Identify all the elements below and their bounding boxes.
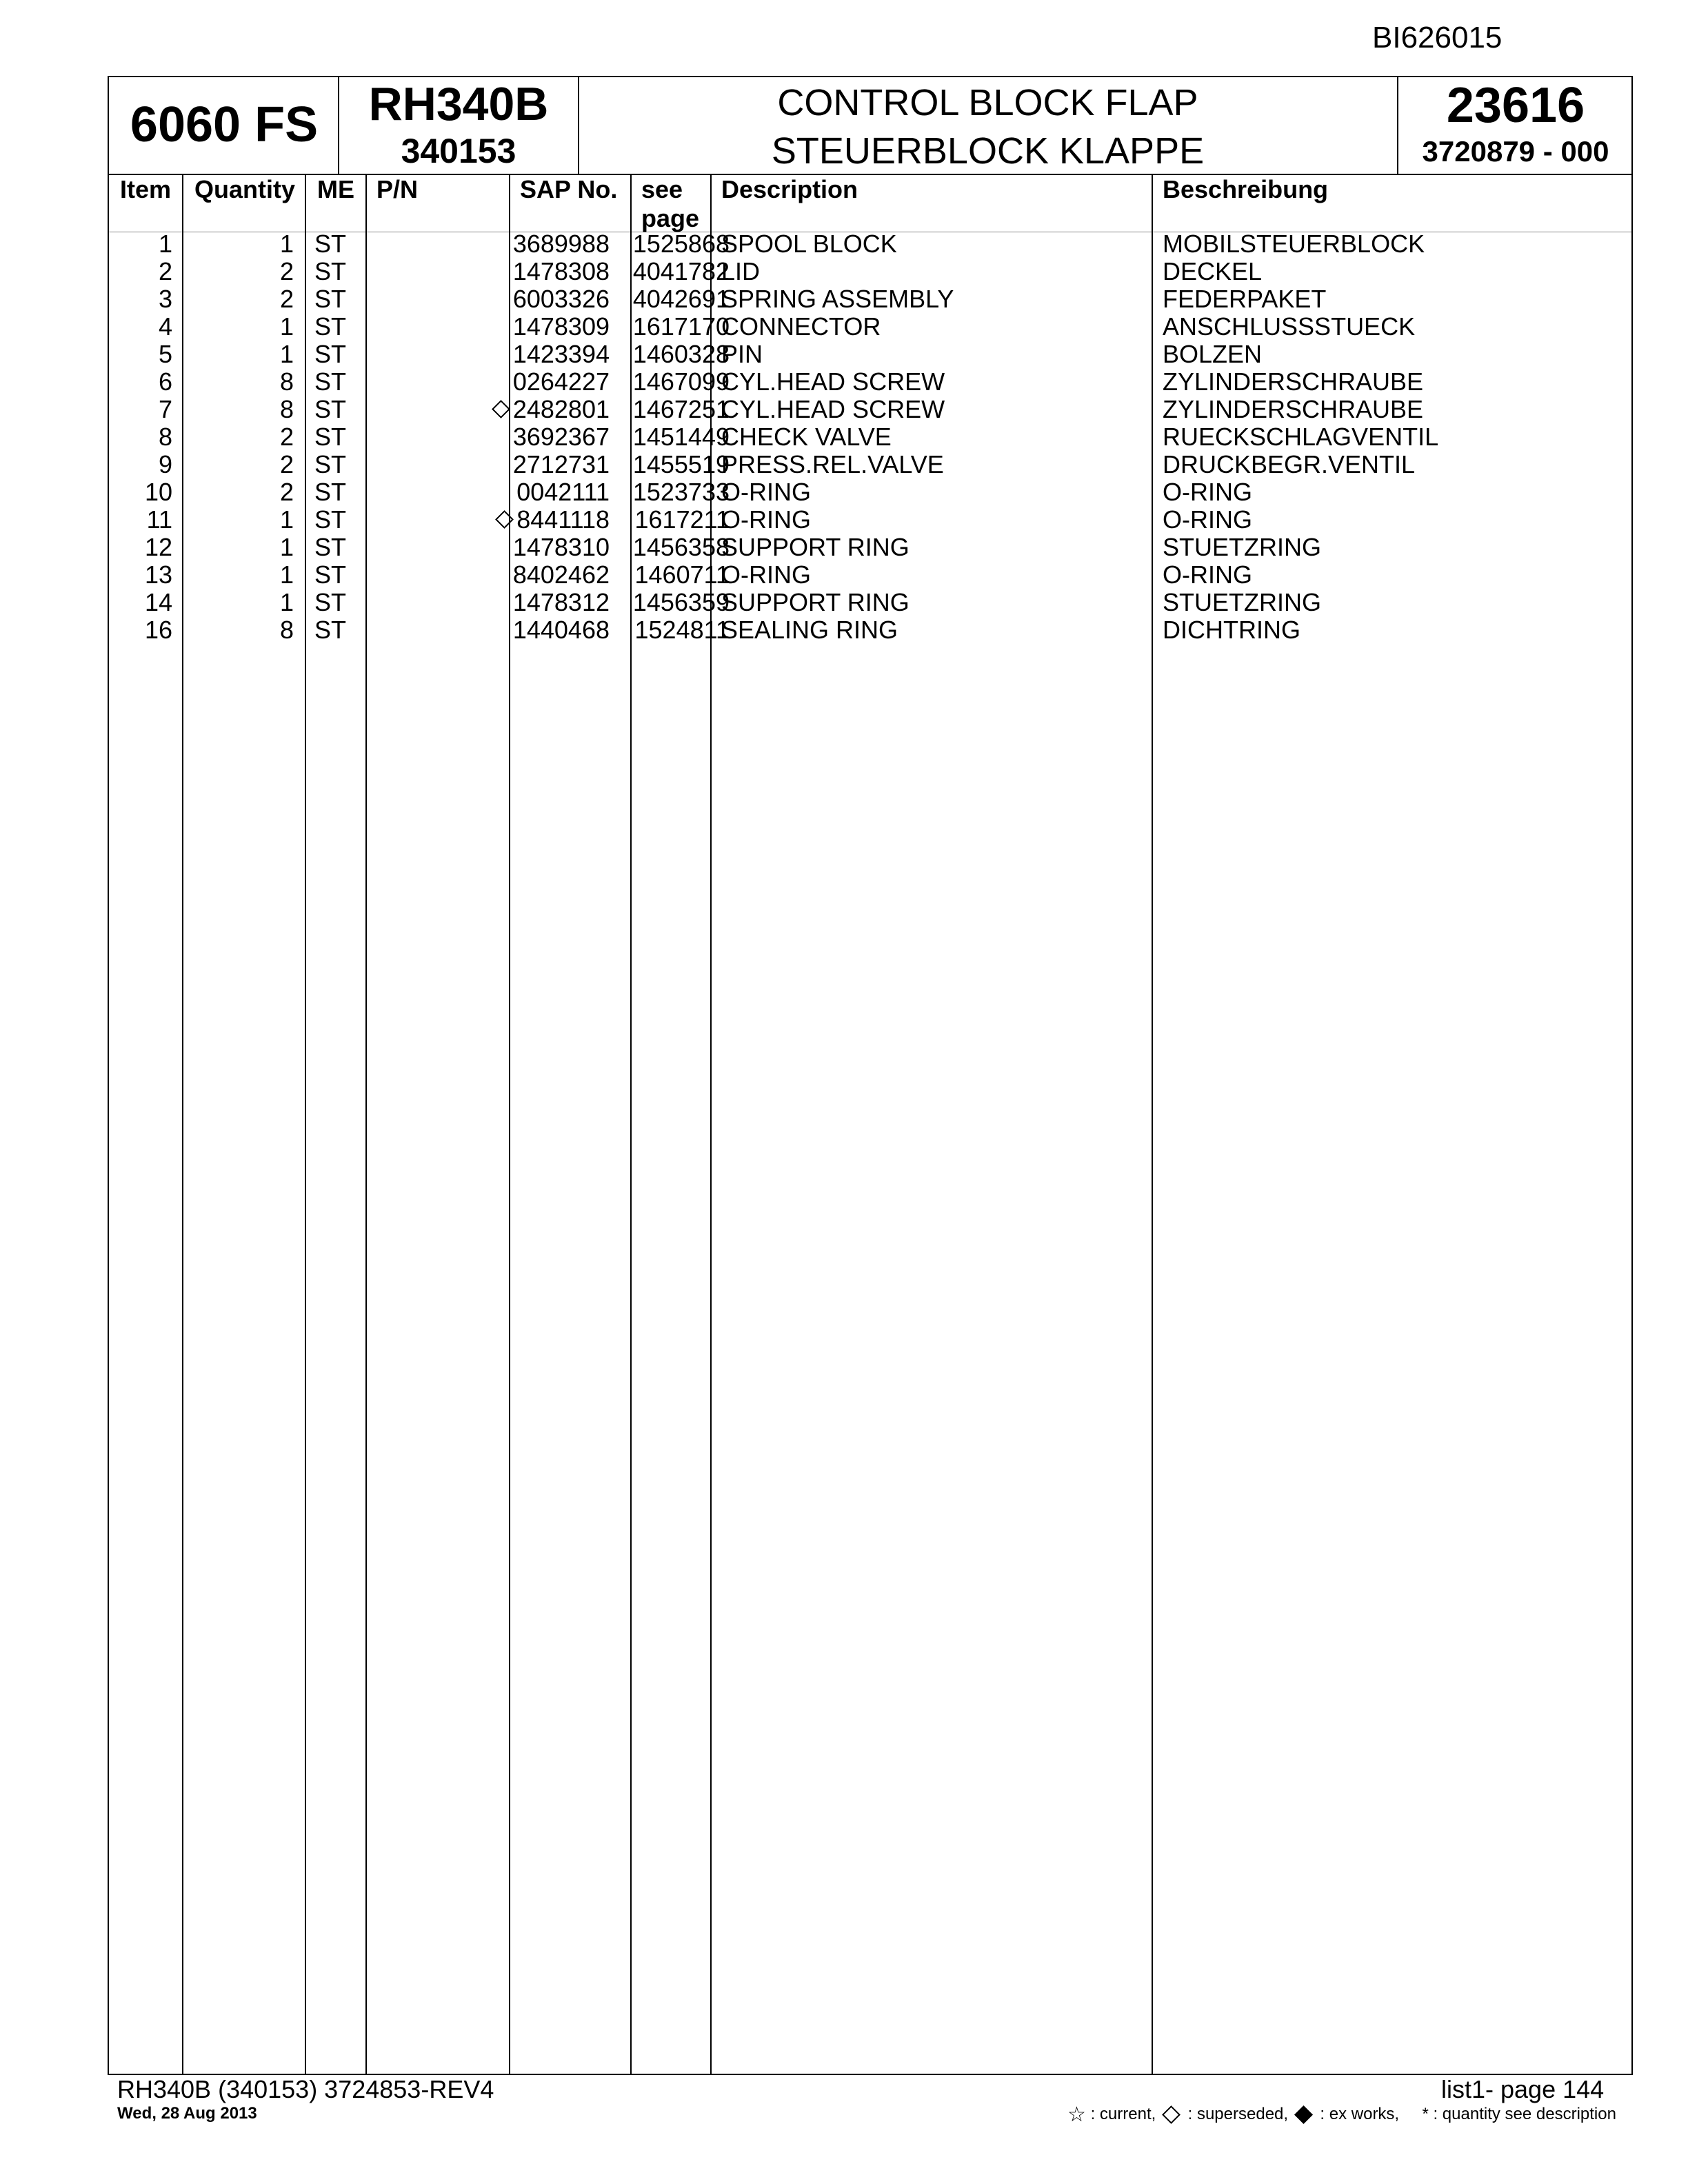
cell-pn-text: 6003326 <box>512 285 610 313</box>
cell-quantity-text: 1 <box>279 533 294 561</box>
cell-item <box>109 589 172 616</box>
cell-description <box>721 589 1149 616</box>
cell-quantity <box>182 313 294 341</box>
cell-description <box>721 258 1149 285</box>
col-header-pn: P/N <box>376 175 419 203</box>
col-header-page: page <box>641 204 700 232</box>
cell-quantity <box>182 451 294 478</box>
superseded-diamond-icon <box>492 400 510 418</box>
cell-beschreibung <box>1163 285 1631 313</box>
cell-sap-text: 1524811 <box>634 616 730 644</box>
table-row <box>109 589 1631 616</box>
cell-beschreibung-text: O-RING <box>1163 478 1252 506</box>
cell-description-text: CONNECTOR <box>721 312 881 341</box>
table-row <box>109 313 1631 341</box>
cell-beschreibung-text: FEDERPAKET <box>1163 285 1327 313</box>
cell-description <box>721 285 1149 313</box>
cell-item <box>109 451 172 478</box>
cell-quantity-text: 2 <box>279 450 294 478</box>
cell-sap-text: 1467251 <box>632 395 730 423</box>
cell-beschreibung <box>1163 616 1631 644</box>
cell-me <box>314 341 363 368</box>
cell-description <box>721 506 1149 534</box>
cell-item <box>109 423 172 451</box>
cell-me-text: ST <box>314 423 347 451</box>
cell-item <box>109 561 172 589</box>
cell-quantity-text: 8 <box>279 395 294 423</box>
table-row <box>109 478 1631 506</box>
cell-item-text: 7 <box>158 395 172 423</box>
cell-beschreibung-text: ANSCHLUSSSTUECK <box>1163 312 1416 341</box>
cell-item-text: 4 <box>158 312 172 341</box>
cell-pn-text: 3689988 <box>512 230 610 258</box>
cell-item-text: 9 <box>158 450 172 478</box>
cell-pn-text: 2712731 <box>512 450 610 478</box>
col-header-item: Item <box>120 175 172 203</box>
cell-me-text: ST <box>314 395 347 423</box>
cell-item <box>109 258 172 285</box>
catalog-page-number: 23616 <box>1446 78 1585 133</box>
cell-item <box>109 478 172 506</box>
cell-item-text: 12 <box>144 533 172 561</box>
cell-me-text: ST <box>314 533 347 561</box>
cell-item-text: 3 <box>158 285 172 313</box>
cell-beschreibung-text: RUECKSCHLAGVENTIL <box>1163 423 1439 451</box>
cell-item <box>109 230 172 258</box>
cell-beschreibung-text: STUETZRING <box>1163 533 1321 561</box>
cell-me <box>314 368 363 396</box>
cell-description-text: CYL.HEAD SCREW <box>721 367 945 396</box>
cell-beschreibung-text: STUETZRING <box>1163 588 1321 616</box>
cell-quantity <box>182 534 294 561</box>
cell-me-text: ST <box>314 285 347 313</box>
cell-beschreibung <box>1163 230 1631 258</box>
cell-me <box>314 423 363 451</box>
cell-description <box>721 341 1149 368</box>
cell-quantity-text: 2 <box>279 478 294 506</box>
cell-me <box>314 561 363 589</box>
cell-me-text: ST <box>314 478 347 506</box>
cell-item-text: 16 <box>144 616 172 644</box>
cell-beschreibung <box>1163 341 1631 368</box>
cell-quantity <box>182 506 294 534</box>
legend-superseded: : superseded, <box>1187 2104 1289 2123</box>
cell-sap-text: 1460711 <box>634 560 730 589</box>
cell-quantity <box>182 589 294 616</box>
cell-pn-text: 3692367 <box>512 423 610 451</box>
cell-sap-text: 1460328 <box>632 340 730 368</box>
cell-me-text: ST <box>314 560 347 589</box>
cell-description-text: SEALING RING <box>721 616 898 644</box>
cell-description-text: CYL.HEAD SCREW <box>721 395 945 423</box>
diamond-filled-icon <box>1294 2105 1313 2124</box>
cell-quantity-text: 8 <box>279 367 294 396</box>
cell-me-text: ST <box>314 340 347 368</box>
cell-me <box>314 534 363 561</box>
cell-description-text: O-RING <box>721 505 811 534</box>
cell-beschreibung-text: MOBILSTEUERBLOCK <box>1163 230 1425 258</box>
cell-description-text: SUPPORT RING <box>721 533 910 561</box>
table-row <box>109 534 1631 561</box>
cell-beschreibung-text: DECKEL <box>1163 257 1263 285</box>
cell-sap-text: 4041782 <box>632 257 730 285</box>
cell-me <box>314 258 363 285</box>
cell-beschreibung <box>1163 396 1631 423</box>
cell-item <box>109 616 172 644</box>
cell-description <box>721 478 1149 506</box>
cell-me-text: ST <box>314 588 347 616</box>
cell-me-text: ST <box>314 230 347 258</box>
cell-pn-text: 1423394 <box>512 340 610 368</box>
cell-sap-text: 1467099 <box>632 367 730 396</box>
cell-quantity <box>182 368 294 396</box>
cell-item <box>109 341 172 368</box>
cell-me <box>314 451 363 478</box>
cell-item-text: 13 <box>144 560 172 589</box>
cell-description-text: PRESS.REL.VALVE <box>721 450 944 478</box>
cell-pn-text: 1478312 <box>512 588 610 616</box>
cell-pn-text: 2482801 <box>512 395 610 423</box>
legend-ex-works: : ex works, <box>1320 2104 1400 2123</box>
cell-me-text: ST <box>314 312 347 341</box>
cell-description <box>721 396 1149 423</box>
cell-description-text: O-RING <box>721 478 811 506</box>
cell-quantity <box>182 396 294 423</box>
cell-quantity-text: 1 <box>279 230 294 258</box>
cell-beschreibung <box>1163 368 1631 396</box>
col-header-description: Description <box>721 175 858 203</box>
table-row <box>109 561 1631 589</box>
table-row <box>109 285 1631 313</box>
table-row <box>109 230 1631 258</box>
table-row <box>109 396 1631 423</box>
cell-beschreibung <box>1163 506 1631 534</box>
cell-description <box>721 423 1149 451</box>
cell-me-text: ST <box>314 505 347 534</box>
cell-sap-text: 1456359 <box>632 588 730 616</box>
cell-description <box>721 230 1149 258</box>
col-header-see-page <box>641 175 699 233</box>
cell-item-text: 14 <box>144 588 172 616</box>
cell-pn-text: 8441118 <box>516 505 610 534</box>
footer-date: Wed, 28 Aug 2013 <box>117 2104 257 2123</box>
cell-beschreibung <box>1163 258 1631 285</box>
diamond-outline-icon <box>1162 2105 1180 2124</box>
table-row <box>109 258 1631 285</box>
cell-quantity <box>182 423 294 451</box>
cell-beschreibung <box>1163 313 1631 341</box>
cell-beschreibung-text: BOLZEN <box>1163 340 1263 368</box>
legend-current: : current, <box>1090 2104 1156 2123</box>
cell-quantity <box>182 561 294 589</box>
cell-me-text: ST <box>314 450 347 478</box>
table-row <box>109 341 1631 368</box>
cell-quantity-text: 8 <box>279 616 294 644</box>
cell-me <box>314 313 363 341</box>
cell-beschreibung-text: ZYLINDERSCHRAUBE <box>1163 395 1424 423</box>
cell-item-text: 2 <box>158 257 172 285</box>
cell-beschreibung-text: DRUCKBEGR.VENTIL <box>1163 450 1416 478</box>
cell-pn-text: 8402462 <box>512 560 610 589</box>
cell-me <box>314 589 363 616</box>
cell-me <box>314 396 363 423</box>
cell-sap-text: 1451449 <box>632 423 730 451</box>
cell-beschreibung-text: ZYLINDERSCHRAUBE <box>1163 367 1424 396</box>
cell-sap-text: 1525868 <box>632 230 730 258</box>
col-header-beschreibung: Beschreibung <box>1163 175 1329 203</box>
title-german: STEUERBLOCK KLAPPE <box>771 130 1205 172</box>
cell-sap-text: 1617170 <box>632 312 730 341</box>
cell-pn-text: 1440468 <box>512 616 610 644</box>
cell-beschreibung-text: DICHTRING <box>1163 616 1300 644</box>
cell-beschreibung <box>1163 451 1631 478</box>
table-row <box>109 451 1631 478</box>
legend-quantity: * : quantity see description <box>1422 2104 1616 2123</box>
cell-description <box>721 561 1149 589</box>
cell-item <box>109 368 172 396</box>
footer-document-ref: RH340B (340153) 3724853-REV4 <box>117 2075 494 2103</box>
cell-beschreibung <box>1163 561 1631 589</box>
cell-beschreibung <box>1163 589 1631 616</box>
cell-description <box>721 451 1149 478</box>
cell-quantity <box>182 616 294 644</box>
cell-pn-text: 0042111 <box>516 478 610 506</box>
cell-sap-text: 1617211 <box>634 505 730 534</box>
cell-pn-text: 1478309 <box>512 312 610 341</box>
cell-me-text: ST <box>314 367 347 396</box>
cell-beschreibung-text: O-RING <box>1163 560 1252 589</box>
cell-description-text: LID <box>721 257 761 285</box>
cell-me <box>314 478 363 506</box>
cell-quantity <box>182 341 294 368</box>
cell-quantity-text: 1 <box>279 588 294 616</box>
cell-quantity <box>182 258 294 285</box>
header-sep-1 <box>338 77 339 174</box>
document-id: BI626015 <box>1372 21 1503 54</box>
cell-beschreibung <box>1163 534 1631 561</box>
drawing-number: 3720879 - 000 <box>1422 135 1609 168</box>
table-row <box>109 423 1631 451</box>
cell-description-text: SUPPORT RING <box>721 588 910 616</box>
cell-item <box>109 313 172 341</box>
star-outline-icon: ☆ <box>1067 2103 1086 2126</box>
cell-description <box>721 368 1149 396</box>
machine-model: 6060 FS <box>130 97 319 152</box>
cell-pn-text: 0264227 <box>512 367 610 396</box>
cell-item <box>109 285 172 313</box>
cell-item-text: 10 <box>144 478 172 506</box>
cell-description-text: O-RING <box>721 560 811 589</box>
cell-item-text: 5 <box>158 340 172 368</box>
cell-item <box>109 534 172 561</box>
cell-item-text: 6 <box>158 367 172 396</box>
cell-item-text: 1 <box>158 230 172 258</box>
cell-quantity <box>182 230 294 258</box>
title-english: CONTROL BLOCK FLAP <box>777 82 1198 123</box>
cell-me <box>314 285 363 313</box>
cell-me <box>314 616 363 644</box>
cell-quantity <box>182 285 294 313</box>
machine-type: RH340B <box>368 78 549 130</box>
cell-quantity <box>182 478 294 506</box>
cell-description-text: CHECK VALVE <box>721 423 892 451</box>
cell-sap-text: 1455519 <box>632 450 730 478</box>
cell-me <box>314 230 363 258</box>
cell-beschreibung <box>1163 478 1631 506</box>
cell-quantity-text: 2 <box>279 285 294 313</box>
cell-item-text: 8 <box>158 423 172 451</box>
cell-description-text: PIN <box>721 340 763 368</box>
serial-number: 340153 <box>401 132 516 170</box>
cell-beschreibung-text: O-RING <box>1163 505 1252 534</box>
footer-page-ref: list1- page 144 <box>1441 2075 1605 2103</box>
cell-description <box>721 616 1149 644</box>
col-header-sap: SAP No. <box>520 175 618 203</box>
cell-quantity-text: 1 <box>279 312 294 341</box>
col-header-me: ME <box>317 175 354 203</box>
cell-quantity-text: 1 <box>279 340 294 368</box>
header-sep-3 <box>1397 77 1398 174</box>
cell-sap-text: 1523733 <box>632 478 730 506</box>
table-row <box>109 616 1631 644</box>
cell-beschreibung <box>1163 423 1631 451</box>
cell-me-text: ST <box>314 616 347 644</box>
cell-item-text: 11 <box>146 505 172 534</box>
table-row <box>109 368 1631 396</box>
cell-quantity-text: 2 <box>279 257 294 285</box>
cell-quantity-text: 1 <box>279 505 294 534</box>
cell-item <box>109 396 172 423</box>
cell-description <box>721 534 1149 561</box>
legend <box>1067 2103 1616 2127</box>
cell-description <box>721 313 1149 341</box>
cell-me <box>314 506 363 534</box>
col-header-see: see <box>641 175 683 203</box>
cell-sap-text: 4042691 <box>632 285 730 313</box>
cell-quantity-text: 2 <box>279 423 294 451</box>
cell-description-text: SPOOL BLOCK <box>721 230 897 258</box>
cell-pn-text: 1478310 <box>512 533 610 561</box>
cell-sap-text: 1456358 <box>632 533 730 561</box>
cell-quantity-text: 1 <box>279 560 294 589</box>
cell-pn-text: 1478308 <box>512 257 610 285</box>
cell-item <box>109 506 172 534</box>
cell-description-text: SPRING ASSEMBLY <box>721 285 954 313</box>
col-header-quantity: Quantity <box>194 175 296 203</box>
cell-me-text: ST <box>314 257 347 285</box>
table-row <box>109 506 1631 534</box>
